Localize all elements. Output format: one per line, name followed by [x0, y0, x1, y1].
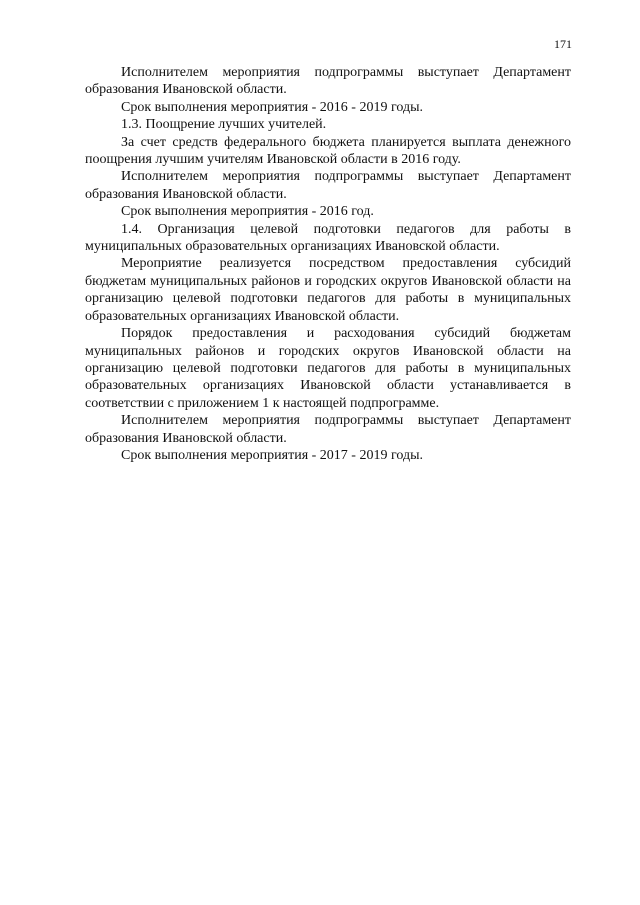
paragraph-executor-2: Исполнителем мероприятия подпрограммы выступает Департамент образования Ивановской области.	[85, 169, 571, 202]
paragraph-deadline-3: Срок выполнения мероприятия - 2017 - 2019 годы.	[121, 447, 423, 463]
paragraph-subsidies: Мероприятие реализуется посредством предоставления субсидий бюджетам муниципальных районов и городских округов Ивановской области на организацию целевой подготовки педагогов для работы в муниципальных образовательных организациях Ивановской области.	[85, 256, 571, 324]
paragraph-deadline-1: Срок выполнения мероприятия - 2016 - 2019 годы.	[121, 99, 423, 115]
paragraph-executor-3: Исполнителем мероприятия подпрограммы выступает Департамент образования Ивановской области.	[85, 413, 571, 446]
page-number: 171	[554, 37, 572, 51]
paragraph-executor-1: Исполнителем мероприятия подпрограммы выступает Департамент образования Ивановской области.	[85, 65, 571, 98]
paragraph-procedure: Порядок предоставления и расходования субсидий бюджетам муниципальных районов и городских округов Ивановской области на организацию целевой подготовки педагогов для работы в муниципальных образовательных организациях Ивановской области устанавливается в соответствии с приложением 1 к настоящей подпрограмме.	[85, 326, 571, 411]
paragraph-deadline-2: Срок выполнения мероприятия - 2016 год.	[121, 204, 374, 220]
section-heading-1-3: 1.3. Поощрение лучших учителей.	[121, 117, 327, 133]
section-heading-1-4: 1.4. Организация целевой подготовки педагогов для работы в муниципальных образовательных организациях Ивановской области.	[85, 221, 571, 255]
paragraph-federal-funding: За счет средств федерального бюджета планируется выплата денежного поощрения лучшим учителям Ивановской области в 2016 году.	[85, 134, 571, 168]
document-body	[85, 64, 571, 464]
